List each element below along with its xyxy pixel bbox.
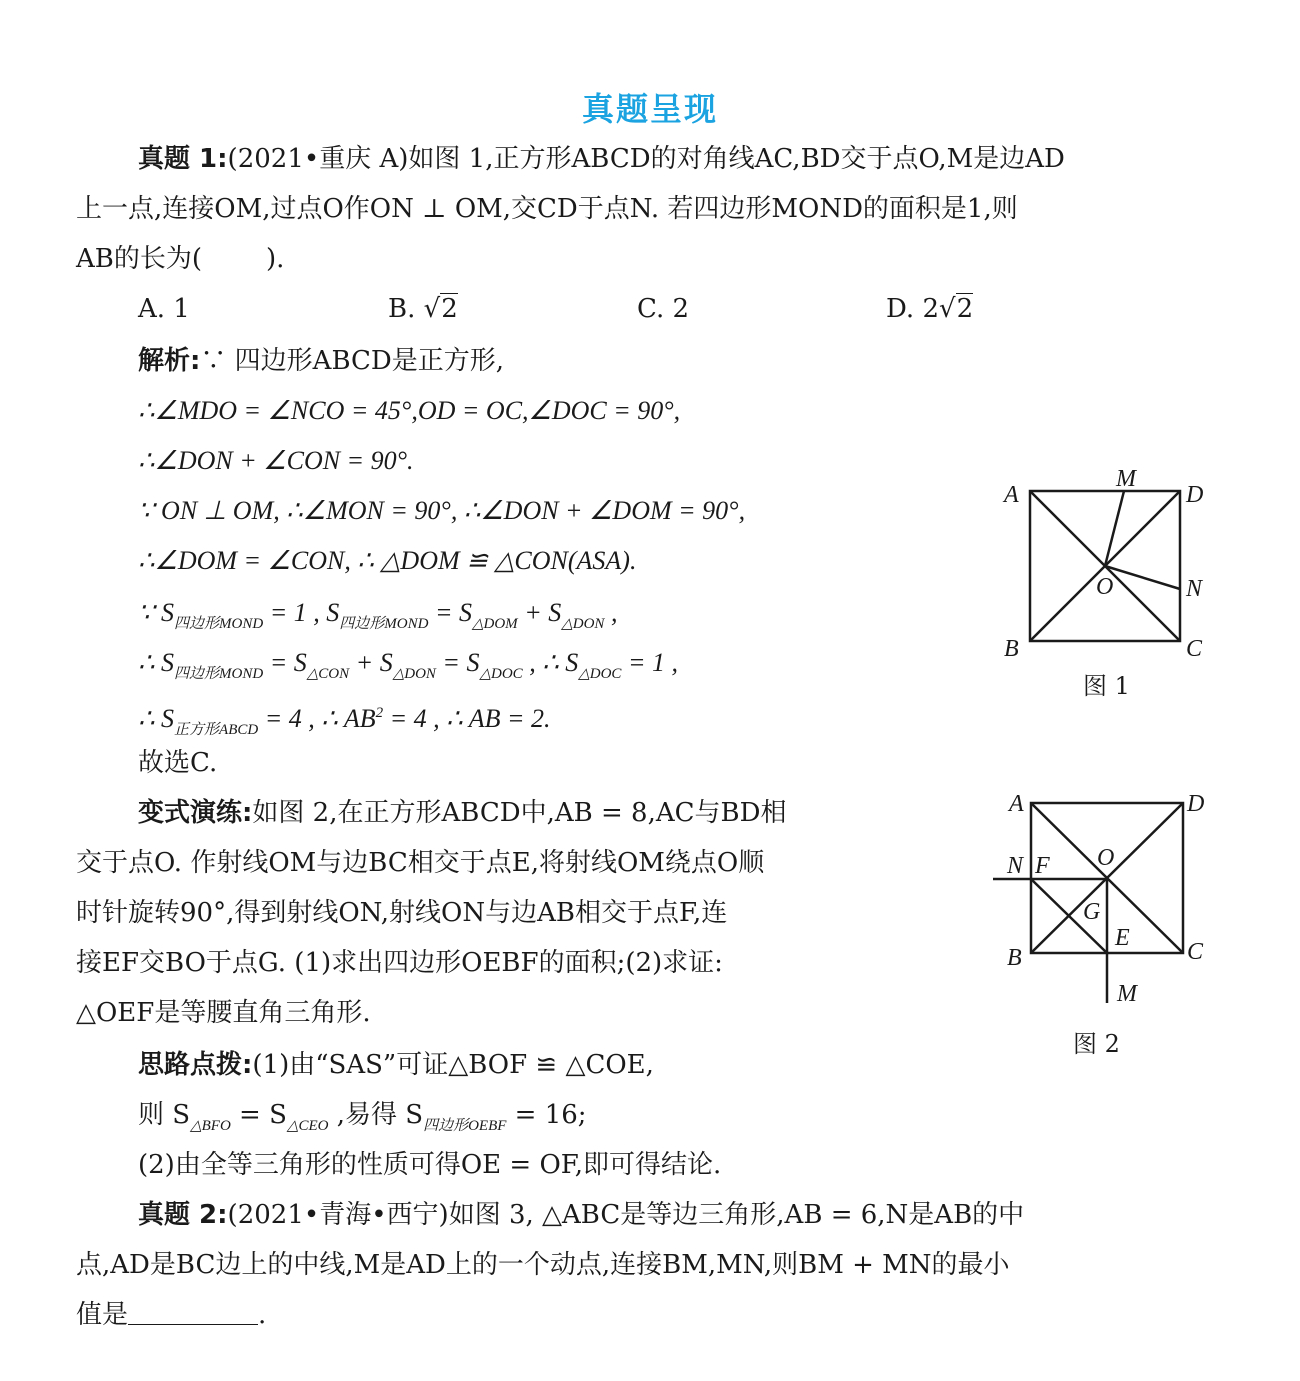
variant-text1: 如图 2,在正方形ABCD中,AB = 8,AC与BD相: [252, 798, 787, 828]
subscript: △CON: [306, 666, 350, 682]
answer-blank[interactable]: [128, 1302, 258, 1325]
label-o: O: [1096, 574, 1114, 600]
text: = 4 , ∴ AB = 2.: [383, 704, 551, 733]
section-title: 真题呈现: [581, 90, 718, 128]
problem2-line3-post: .: [258, 1300, 267, 1330]
problem1-line3: [76, 242, 284, 276]
problem1-line3-post: ).: [266, 244, 285, 274]
problem1-source: (2021•重庆 A): [227, 144, 409, 174]
label-e: E: [1115, 925, 1130, 951]
label-d: D: [1186, 482, 1204, 508]
hint-line1: [138, 1048, 654, 1082]
option-d-radicand: 2: [956, 294, 974, 324]
solution-conclusion: 故选C.: [138, 748, 218, 778]
label-c: C: [1187, 939, 1204, 965]
subscript: △DON: [561, 616, 605, 632]
solution-label: 解析:: [138, 346, 201, 376]
option-a: A. 1: [138, 294, 190, 324]
problem1-label: 真题 1:: [138, 144, 228, 174]
figure2-diagram: [985, 785, 1225, 1015]
text: = 16;: [506, 1100, 587, 1130]
option-d-prefix: D. 2√: [886, 294, 956, 324]
label-b: B: [1004, 636, 1019, 660]
label-b: B: [1007, 945, 1022, 971]
solution-area-line3: [138, 696, 551, 747]
problem2-line1: [138, 1198, 1024, 1232]
variant-line1: [138, 796, 786, 830]
label-m: M: [1117, 981, 1137, 1007]
option-d: [886, 294, 973, 324]
solution-text1: ∵ 四边形ABCD是正方形,: [200, 346, 505, 376]
subscript: △DOM: [471, 616, 518, 632]
solution-area-line2: [138, 646, 678, 691]
figure2-caption: 图 2: [1073, 1030, 1120, 1058]
text: 则 S: [138, 1100, 191, 1130]
figure1-diagram: [990, 460, 1220, 660]
text: ,: [604, 598, 618, 627]
solution-line1: [138, 344, 504, 378]
subscript: △DOC: [479, 666, 523, 682]
text: = S: [435, 648, 480, 677]
problem1-line3-pre: AB的长为(: [76, 244, 203, 274]
figure1-caption: 图 1: [1083, 672, 1130, 700]
label-o: O: [1097, 845, 1115, 871]
option-b: [388, 294, 458, 324]
solution-line2: ∴∠MDO = ∠NCO = 45°,OD = OC,∠DOC = 90°,: [138, 396, 681, 425]
label-a: A: [1009, 791, 1024, 817]
subscript: 四边形MOND: [174, 616, 264, 632]
hint-label: 思路点拨:: [138, 1050, 253, 1080]
text: ∵ S: [138, 598, 175, 627]
option-b-prefix: B. √: [388, 294, 441, 324]
subscript: 四边形MOND: [174, 666, 264, 682]
superscript: 2: [375, 705, 384, 721]
label-n: N: [1007, 853, 1024, 879]
text: + S: [349, 648, 393, 677]
text: ,易得 S: [328, 1100, 424, 1130]
text: = S: [428, 598, 472, 627]
problem1-line1: [138, 142, 1065, 176]
variant-line4: 接EF交BO于点G. (1)求出四边形OEBF的面积;(2)求证:: [76, 948, 723, 978]
label-a: A: [1004, 482, 1019, 508]
subscript: △DOC: [578, 666, 622, 682]
problem2-source: (2021•青海•西宁): [227, 1200, 449, 1230]
text: ∴ S: [138, 704, 175, 733]
text: , ∴ S: [522, 648, 579, 677]
text: = 1 ,: [621, 648, 678, 677]
hint-line3: (2)由全等三角形的性质可得OE = OF,即可得结论.: [138, 1150, 722, 1180]
variant-label: 变式演练:: [138, 798, 253, 828]
text: ∴ S: [138, 648, 175, 677]
label-d: D: [1187, 791, 1205, 817]
problem1-text1: 如图 1,正方形ABCD的对角线AC,BD交于点O,M是边AD: [408, 144, 1065, 174]
text: = S: [263, 648, 307, 677]
subscript: 四边形OEBF: [423, 1118, 507, 1134]
label-m: M: [1116, 466, 1136, 492]
solution-line4: ∵ ON ⊥ OM, ∴∠MON = 90°, ∴∠DON + ∠DOM = 90°,: [138, 496, 746, 525]
problem2-line3: [76, 1298, 266, 1332]
subscript: △CEO: [286, 1118, 329, 1134]
problem2-label: 真题 2:: [138, 1200, 228, 1230]
variant-line5: △OEF是等腰直角三角形.: [76, 998, 371, 1028]
option-b-radicand: 2: [441, 294, 458, 324]
label-n: N: [1186, 576, 1203, 602]
text: = 1 , S: [263, 598, 340, 627]
label-g: G: [1083, 899, 1101, 925]
subscript: △BFO: [190, 1118, 231, 1134]
solution-area-line1: [138, 596, 617, 641]
text: = 4 , ∴ AB: [258, 704, 376, 733]
variant-line3: 时针旋转90°,得到射线ON,射线ON与边AB相交于点F,连: [76, 898, 728, 928]
problem2-text1: 如图 3, △ABC是等边三角形,AB = 6,N是AB的中: [448, 1200, 1025, 1230]
subscript: 四边形MOND: [339, 616, 429, 632]
solution-line3: ∴∠DON + ∠CON = 90°.: [138, 446, 414, 475]
hint-line2: [138, 1098, 587, 1143]
label-f: F: [1035, 853, 1050, 879]
problem1-line2: 上一点,连接OM,过点O作ON ⊥ OM,交CD于点N. 若四边形MOND的面积是1,则: [76, 194, 1018, 224]
problem2-line2: 点,AD是BC边上的中线,M是AD上的一个动点,连接BM,MN,则BM + MN的最小: [76, 1250, 1010, 1280]
text: = S: [230, 1100, 287, 1130]
subscript: 正方形ABCD: [174, 722, 259, 738]
option-c: C. 2: [637, 294, 690, 324]
variant-line2: 交于点O. 作射线OM与边BC相交于点E,将射线OM绕点O顺: [76, 848, 765, 878]
hint-text1: (1)由“SAS”可证△BOF ≌ △COE,: [252, 1050, 654, 1080]
subscript: △DON: [392, 666, 436, 682]
text: + S: [517, 598, 562, 627]
label-c: C: [1186, 636, 1203, 660]
solution-line5: ∴∠DOM = ∠CON, ∴ △DOM ≌ △CON(ASA).: [138, 546, 637, 575]
problem2-line3-pre: 值是: [76, 1300, 129, 1330]
